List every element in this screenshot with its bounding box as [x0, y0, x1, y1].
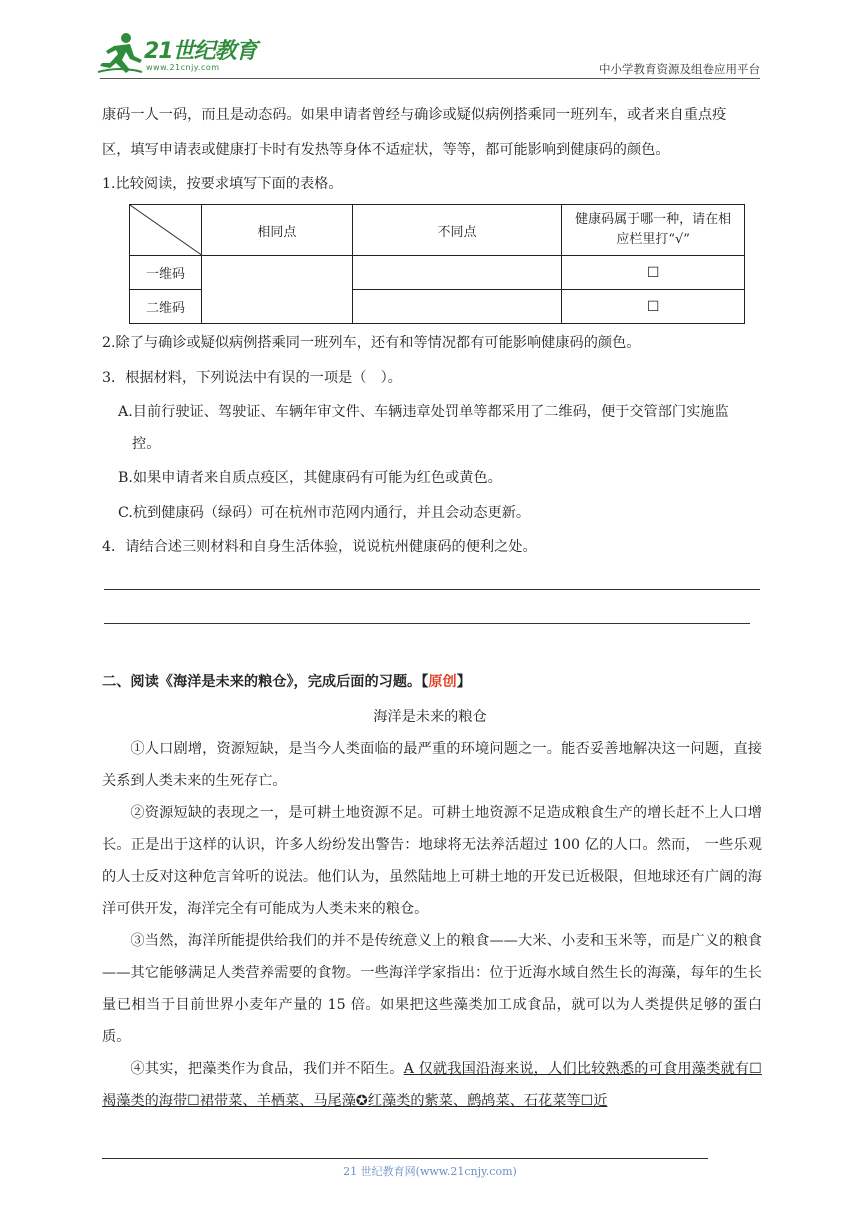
question-2: 2.除了与确诊或疑似病例搭乘同一班列车，还有和等情况都有可能影响健康码的颜色。 [102, 335, 641, 351]
article-body [102, 733, 762, 1117]
header-same: 相同点 [202, 205, 353, 256]
answer-line-1[interactable] [104, 589, 760, 590]
row-label-2d: 二维码 [130, 290, 202, 324]
page-header [96, 30, 760, 78]
section-2-heading-text: 二、阅读《海洋是未来的粮仓》，完成后面的习题。【 [102, 674, 429, 690]
header-type: 健康码属于哪一种，请在相应栏里打“√” [562, 205, 745, 256]
question-4: 4．请结合述三则材料和自身生活体验，说说杭州健康码的便利之处。 [102, 539, 537, 555]
question-3: 3．根据材料，下列说法中有误的一项是（ ）。 [102, 370, 402, 386]
footer-rule [102, 1158, 708, 1159]
header-divider [100, 78, 760, 79]
intro-line-1: 康码一人一码，而且是动态码。如果申请者曾经与确诊或疑似病例搭乘同一班列车，或者来自重点疫 [102, 107, 727, 123]
logo [96, 30, 266, 76]
option-c: C.杭到健康码（绿码）可在杭州市范网内通行，并且会动态更新。 [118, 505, 531, 521]
section-2-heading-close: 】 [456, 674, 471, 690]
checkbox-1d[interactable]: ☐ [562, 256, 745, 290]
answer-line-2[interactable] [104, 623, 750, 624]
paragraph-1: ①人口剧增，资源短缺，是当今人类面临的最严重的环境问题之一。能否妥善地解决这一问题，直接关系到人类未来的生死存亡。 [102, 741, 762, 789]
checkbox-2d[interactable]: ☐ [562, 290, 745, 324]
paragraph-4 [102, 1053, 762, 1117]
paragraph-2: ②资源短缺的表现之一，是可耕土地资源不足。可耕土地资源不足造成粮食生产的增长赶不上人口增长。正是出于这样的认识，许多人纷纷发出警告：地球将无法养活超过 100 亿的人口。然而， 一些乐观的人士反对这种危言耸听的说法。他们认为，虽然陆地上可耕土地的开发已近极限，但地球还有广阔的海洋可供开发，海洋完全有可能成为人类未来的粮仓。 [102, 805, 762, 917]
option-a-line-2: 控。 [132, 436, 161, 452]
question-1: 1.比较阅读，按要求填写下面的表格。 [102, 176, 343, 192]
article-title: 海洋是未来的粮仓 [373, 709, 487, 725]
paragraph-4-text: ④其实，把藻类作为食品，我们并不陌生。 [130, 1061, 404, 1077]
option-b: B.如果申请者来自质点疫区，其健康码有可能为红色或黄色。 [118, 470, 502, 486]
original-tag: 原创 [428, 674, 457, 690]
cell-same-answer[interactable] [202, 256, 353, 324]
runner-logo-icon [96, 30, 146, 76]
table-corner-cell [130, 205, 202, 256]
section-2-heading [102, 672, 762, 692]
logo-text: 21世纪教育 [144, 39, 257, 64]
option-a-line-1: A.目前行驶证、驾驶证、车辆年审文件、车辆违章处罚单等都采用了二维码，便于交管部门实施监 [118, 404, 729, 420]
logo-url: www.21cnjy.com [146, 63, 220, 72]
platform-name: 中小学教育资源及组卷应用平台 [599, 62, 760, 76]
diagonal-line [130, 205, 203, 256]
footer-text: 21 世纪教育网(www.21cnjy.com) [343, 1165, 517, 1178]
comparison-table [129, 204, 745, 324]
paragraph-3: ③当然，海洋所能提供给我们的并不是传统意义上的粮食——大米、小麦和玉米等，而是广义的粮食——其它能够满足人类营养需要的食物。一些海洋学家指出：位于近海水域自然生长的海藻，每年的生长量已相当于目前世界小麦年产量的 15 倍。如果把这些藻类加工成食品，就可以为人类提供足够的蛋白质。 [102, 933, 762, 1045]
underlined-sentence-a: A 仅就我国沿海来说，人们比较熟悉的可食用藻类就有☐褐藻类的海带☐裙带菜、羊栖菜、马尾藻✪红藻类的紫菜、鹧鸪菜、石花菜等☐近 [102, 1061, 762, 1109]
cell-diff-1d[interactable] [352, 256, 562, 290]
intro-line-2: 区，填写申请表或健康打卡时有发热等身体不适症状，等等，都可能影响到健康码的颜色。 [102, 142, 670, 158]
header-different: 不同点 [352, 205, 562, 256]
cell-diff-2d[interactable] [352, 290, 562, 324]
row-label-1d: 一维码 [130, 256, 202, 290]
